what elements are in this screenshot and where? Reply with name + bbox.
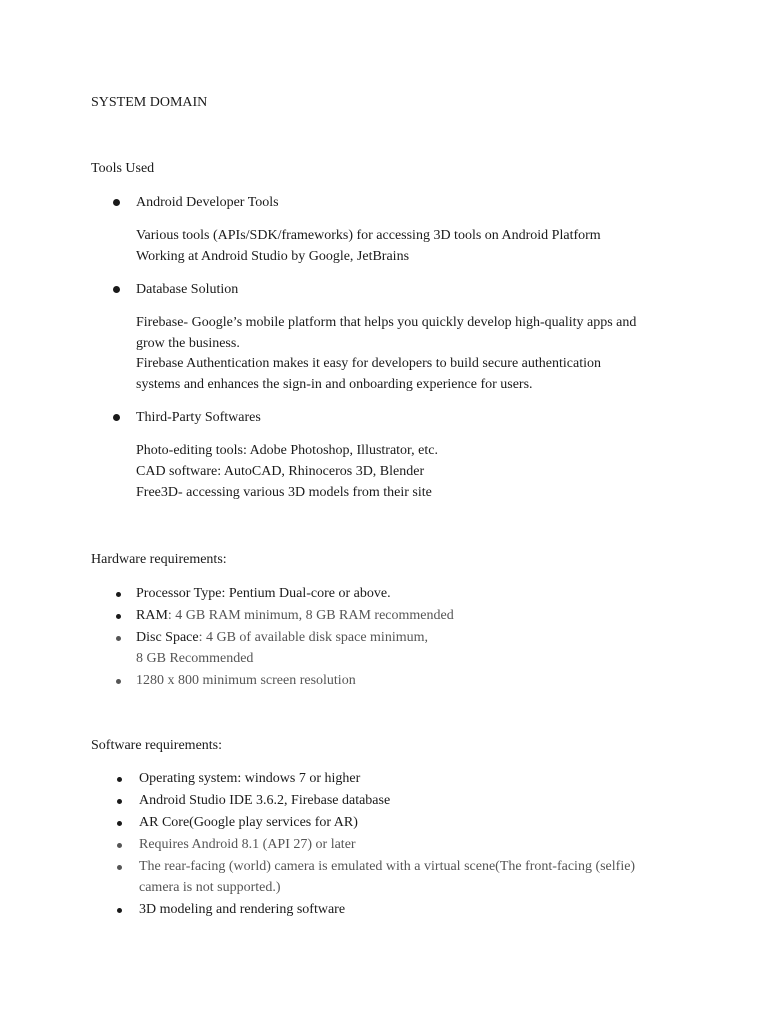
- bullet-icon: [113, 199, 120, 206]
- hardware-item-value: 1280 x 800 minimum screen resolution: [136, 673, 356, 688]
- hardware-item: [136, 606, 454, 626]
- bullet-icon: [117, 843, 122, 848]
- tool-item-text: CAD software: AutoCAD, Rhinoceros 3D, Blender: [136, 464, 425, 479]
- hardware-item: [136, 628, 428, 648]
- software-item-continuation: camera is not supported.): [139, 880, 281, 895]
- tools-heading: Tools Used: [91, 161, 155, 176]
- software-item: The rear-facing (world) camera is emulated with a virtual scene(The front-facing (selfie): [139, 859, 636, 874]
- tool-item-text: Various tools (APIs/SDK/frameworks) for accessing 3D tools on Android Platform: [136, 228, 601, 243]
- bullet-icon: [117, 908, 122, 913]
- software-item: Requires Android 8.1 (API 27) or later: [139, 837, 356, 852]
- bullet-icon: [116, 592, 121, 597]
- software-heading: Software requirements:: [91, 738, 223, 753]
- tool-item-text: Firebase- Google’s mobile platform that helps you quickly develop high-quality apps and: [136, 315, 637, 330]
- tool-item-label: Android Developer Tools: [136, 195, 279, 210]
- page-title: SYSTEM DOMAIN: [91, 95, 208, 110]
- tool-item-text: Working at Android Studio by Google, JetBrains: [136, 249, 410, 264]
- bullet-icon: [117, 821, 122, 826]
- bullet-icon: [116, 679, 121, 684]
- bullet-icon: [116, 614, 121, 619]
- hardware-item-continuation: 8 GB Recommended: [136, 651, 254, 666]
- bullet-icon: [113, 414, 120, 421]
- bullet-icon: [117, 865, 122, 870]
- hardware-item-label: Disc Space: [136, 630, 199, 645]
- hardware-item-label: RAM: [136, 608, 168, 623]
- tool-item-text: Free3D- accessing various 3D models from their site: [136, 485, 432, 500]
- bullet-icon: [117, 799, 122, 804]
- bullet-icon: [113, 286, 120, 293]
- hardware-item: [136, 584, 391, 604]
- software-item: Operating system: windows 7 or higher: [139, 771, 361, 786]
- bullet-icon: [116, 636, 121, 641]
- software-item: Android Studio IDE 3.6.2, Firebase database: [139, 793, 391, 808]
- tool-item-text: systems and enhances the sign-in and onboarding experience for users.: [136, 377, 533, 392]
- hardware-item-label: Processor Type:: [136, 586, 226, 601]
- hardware-item-value: : 4 GB RAM minimum, 8 GB RAM recommended: [167, 608, 454, 623]
- tool-item-label: Third-Party Softwares: [136, 410, 261, 425]
- tool-item-text: grow the business.: [136, 336, 240, 351]
- hardware-heading: Hardware requirements:: [91, 552, 227, 567]
- tool-item-text: Firebase Authentication makes it easy for developers to build secure authentication: [136, 356, 601, 371]
- software-item: AR Core(Google play services for AR): [139, 815, 358, 830]
- tool-item-label: Database Solution: [136, 282, 239, 297]
- hardware-item-value: Pentium Dual-core or above.: [225, 586, 391, 601]
- bullet-icon: [117, 777, 122, 782]
- software-item: 3D modeling and rendering software: [139, 902, 346, 917]
- hardware-item-value: : 4 GB of available disk space minimum,: [198, 630, 428, 645]
- tool-item-text: Photo-editing tools: Adobe Photoshop, Illustrator, etc.: [136, 443, 438, 458]
